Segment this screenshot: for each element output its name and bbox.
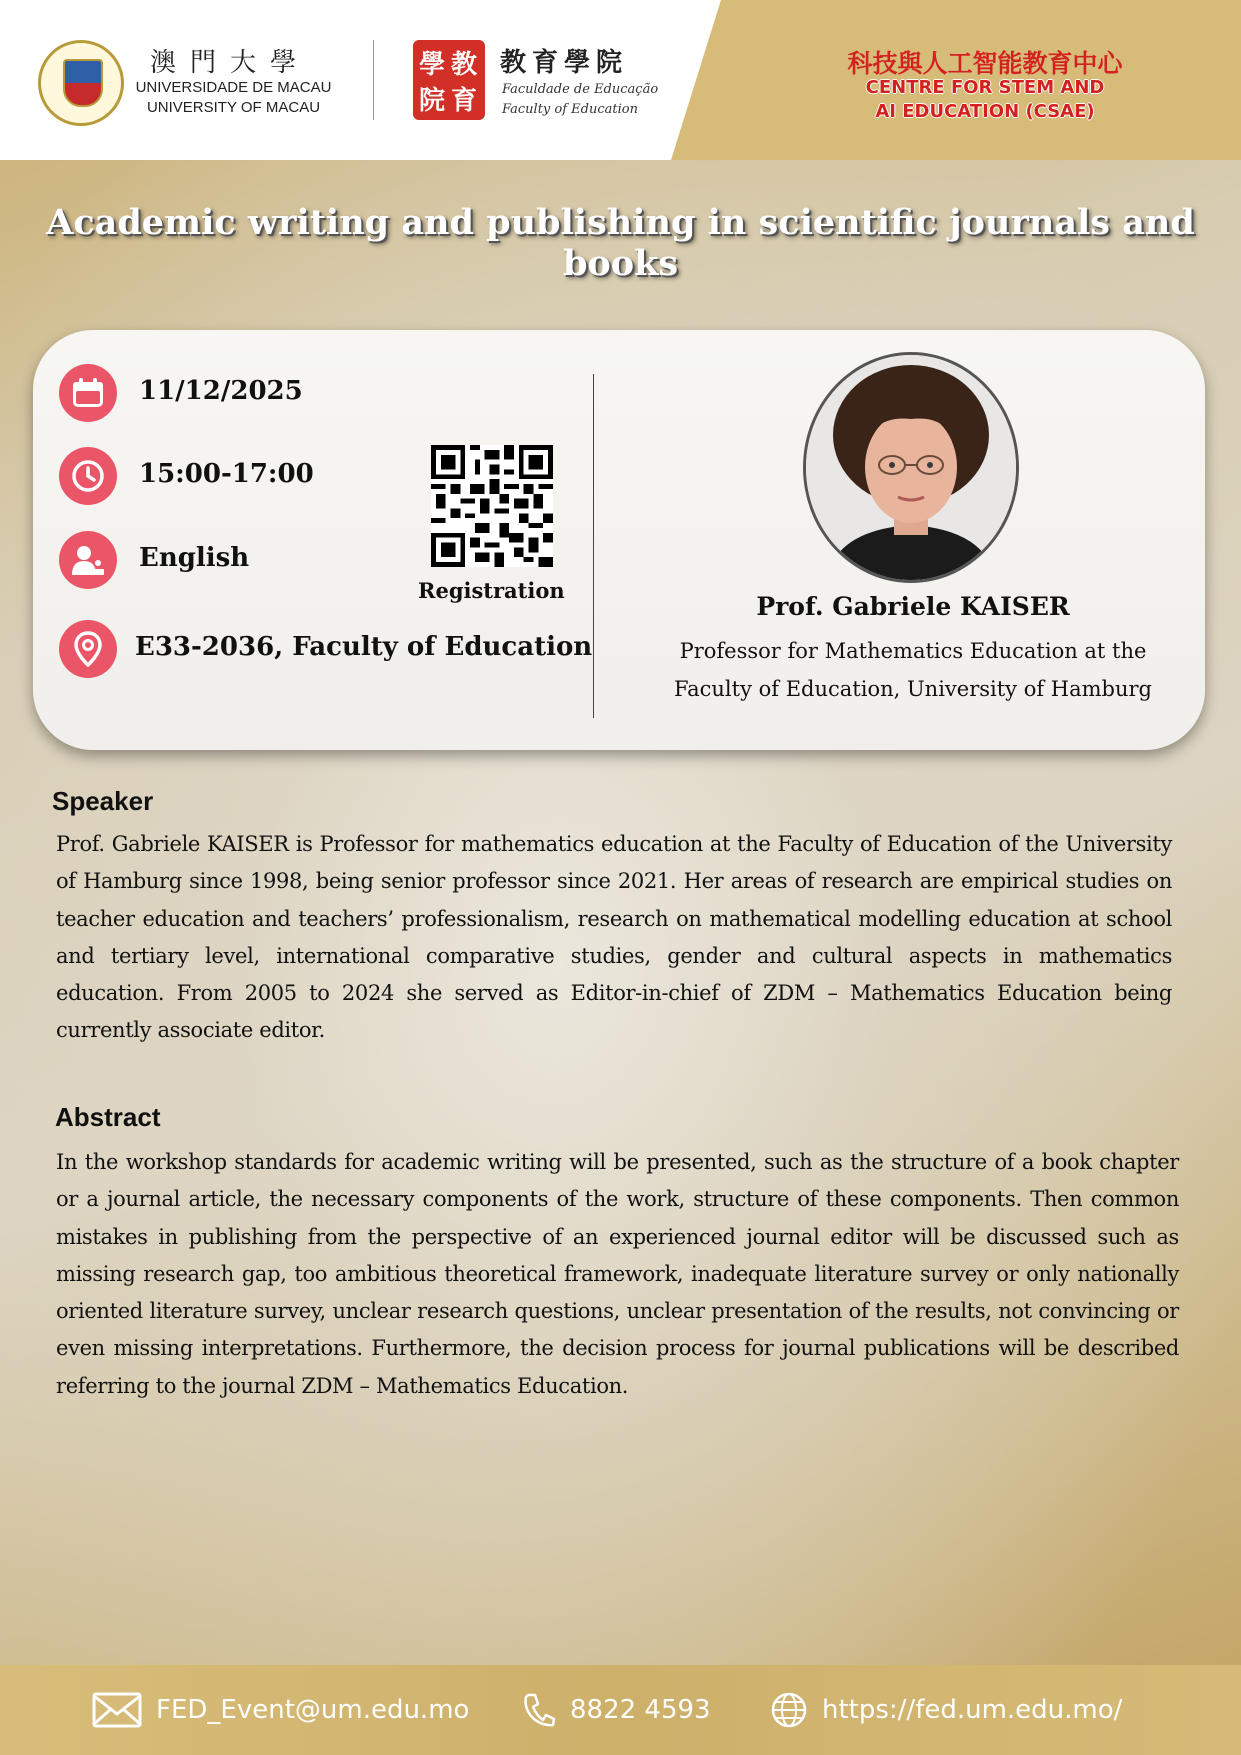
calendar-icon bbox=[59, 364, 117, 422]
um-seal-logo bbox=[38, 40, 124, 126]
event-title: Academic writing and publishing in scientific journals and books bbox=[46, 202, 1195, 284]
speaker-photo bbox=[803, 352, 1019, 583]
registration-qr-code[interactable] bbox=[431, 445, 553, 567]
card-divider bbox=[593, 374, 594, 718]
footer-website-text[interactable]: https://fed.um.edu.mo/ bbox=[822, 1695, 1123, 1725]
speaker-affiliation bbox=[633, 632, 1193, 708]
speaker-affiliation-line1: Professor for Mathematics Education at the bbox=[679, 639, 1147, 663]
footer-phone[interactable] bbox=[522, 1665, 711, 1755]
fed-foreign-names bbox=[502, 80, 658, 120]
um-shield-icon bbox=[63, 59, 103, 107]
clock-icon bbox=[59, 447, 117, 505]
csae-chinese-name: 科技與人工智能教育中心 bbox=[847, 49, 1123, 78]
footer-bar bbox=[0, 1665, 1241, 1755]
um-chinese-name: 澳門大學 bbox=[150, 48, 311, 78]
envelope-icon bbox=[92, 1692, 142, 1728]
event-info-card bbox=[33, 330, 1205, 750]
registration-label: Registration bbox=[418, 578, 565, 603]
footer-email[interactable] bbox=[92, 1665, 469, 1755]
um-portuguese-name: UNIVERSIDADE DE MACAU bbox=[135, 79, 332, 96]
footer-email-text[interactable]: FED_Event@um.edu.mo bbox=[156, 1695, 470, 1725]
csae-english-line2: AI EDUCATION (CSAE) bbox=[875, 101, 1095, 122]
fed-english-name: Faculty of Education bbox=[502, 102, 638, 117]
speaker-heading: Speaker bbox=[52, 786, 154, 816]
speaker-affiliation-line2: Faculty of Education, University of Hamburg bbox=[673, 677, 1153, 701]
footer-website[interactable] bbox=[770, 1665, 1122, 1755]
um-english-names bbox=[131, 78, 336, 118]
event-date: 11/12/2025 bbox=[139, 376, 303, 406]
presenter-icon bbox=[59, 531, 117, 589]
speaker-name: Prof. Gabriele KAISER bbox=[756, 592, 1070, 621]
footer-phone-text[interactable]: 8822 4593 bbox=[570, 1695, 711, 1725]
um-english-name: UNIVERSITY OF MACAU bbox=[146, 99, 321, 116]
fed-chinese-name: 教育學院 bbox=[500, 48, 629, 78]
fed-seal-logo: 學 教 院 育 bbox=[413, 40, 485, 120]
location-pin-icon bbox=[59, 620, 117, 678]
abstract-text: In the workshop standards for academic writing will be presented, such as the structure of a book chapter or a journal article, the necessary components of the work, structure of these components. Then common mistakes in publishing from the perspective of an experienced journal editor will be discussed such as missing research gap, too ambitious theoretical framework, inadequate literature survey or only nationally oriented literature survey, unclear research questions, unclear presentation of the results, not convincing or even missing interpretations. Furthermore, the decision process for journal publications will be described referring to the journal ZDM – Mathematics Education. bbox=[56, 1150, 1179, 1398]
csae-english-line1: CENTRE FOR STEM AND bbox=[865, 77, 1105, 98]
event-time: 15:00-17:00 bbox=[139, 459, 314, 489]
phone-icon bbox=[522, 1692, 556, 1728]
header-divider bbox=[373, 40, 374, 120]
csae-english-name bbox=[820, 76, 1150, 124]
abstract-heading: Abstract bbox=[55, 1102, 161, 1132]
fed-portuguese-name: Faculdade de Educação bbox=[502, 82, 659, 97]
event-language: English bbox=[139, 543, 250, 573]
speaker-bio: Prof. Gabriele KAISER is Professor for mathematics education at the Faculty of Education of the University of Hamburg since 1998, being senior professor since 2021. Her areas of research are empirical studies on teacher education and teachers’ professionalism, research on mathematical modelling education at school and tertiary level, international comparative studies, gender and cultural aspects in mathematics education. From 2005 to 2024 she served as Editor-in-chief of ZDM – Mathematics Education being currently associate editor. bbox=[56, 832, 1172, 1043]
event-venue: E33-2036, Faculty of Education bbox=[135, 632, 593, 662]
globe-icon bbox=[770, 1691, 808, 1729]
